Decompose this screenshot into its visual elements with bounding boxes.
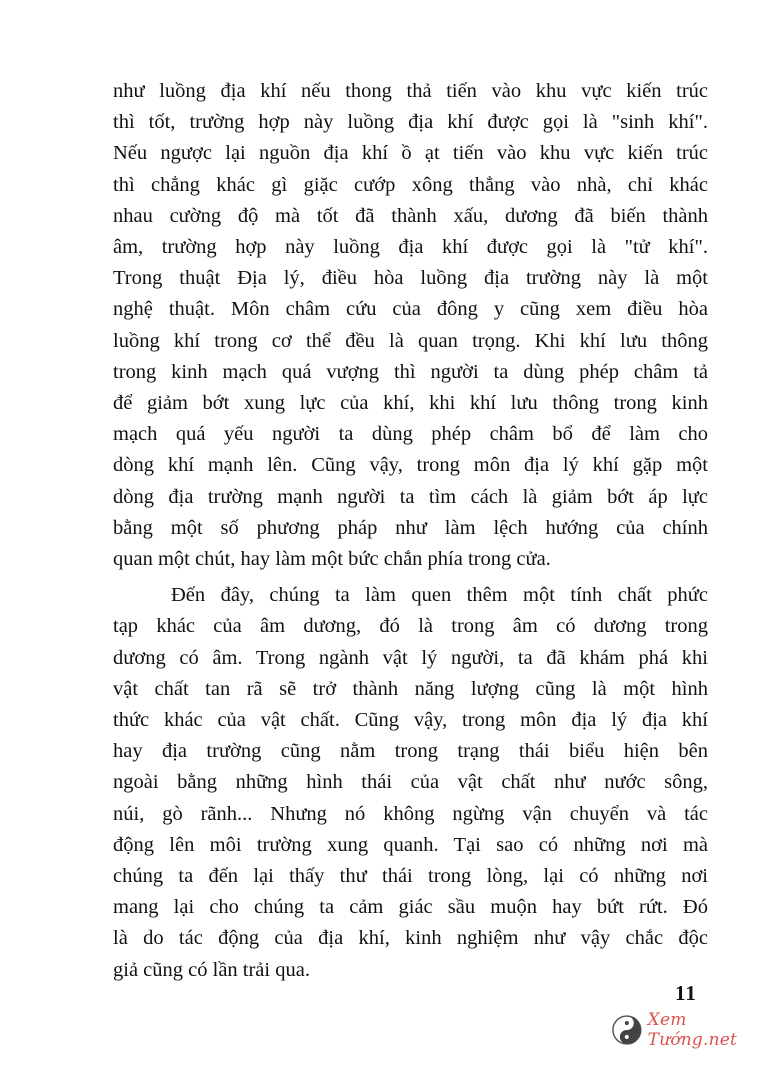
- text-line: để giảm bớt xung lực của khí, khi khí lưu thông trong kinh: [113, 392, 708, 415]
- text-line: Đến đây, chúng ta làm quen thêm một tính chất phức: [171, 584, 708, 607]
- page-number: 11: [675, 981, 697, 1005]
- text-line: nhau cường độ mà tốt đã thành xấu, dương đã biến thành: [113, 204, 708, 227]
- text-line: thì tốt, trường hợp này luồng địa khí được gọi là "sinh khí".: [113, 111, 708, 134]
- yin-yang-icon: [612, 1015, 642, 1045]
- page-body: [113, 76, 708, 986]
- text-line: luồng khí trong cơ thể đều là quan trọng. Khi khí lưu thông: [113, 329, 708, 352]
- paragraph-1: [113, 76, 708, 575]
- text-line: mang lại cho chúng ta cảm giác sầu muộn hay bứt rứt. Đó: [113, 896, 708, 919]
- text-line: ngoài bằng những hình thái của vật chất như nước sông,: [113, 771, 708, 794]
- text-line: Trong thuật Địa lý, điều hòa luồng địa trường này là một: [113, 267, 708, 290]
- text-line: dương có âm. Trong ngành vật lý người, ta đã khám phá khi: [113, 646, 708, 669]
- text-line: nghệ thuật. Môn châm cứu của đông y cũng xem điều hòa: [113, 298, 708, 321]
- text-line: hay địa trường cũng nằm trong trạng thái biểu hiện bên: [113, 740, 708, 763]
- text-line: núi, gò rãnh... Nhưng nó không ngừng vận chuyển và tác: [113, 802, 708, 825]
- paragraph-2: [113, 580, 708, 986]
- text-line: bằng một số phương pháp như làm lệch hướng của chính: [113, 516, 708, 539]
- text-line: âm, trường hợp này luồng địa khí được gọi là "tử khí".: [113, 236, 708, 259]
- text-line: mạch quá yếu người ta dùng phép châm bổ để làm cho: [113, 423, 708, 446]
- watermark-text: Xem Tướng.net: [647, 1010, 738, 1050]
- text-line: là do tác động của địa khí, kinh nghiệm như vậy chắc độc: [113, 927, 708, 950]
- text-line: giả cũng có lần trải qua.: [113, 958, 310, 981]
- text-line: tạp khác của âm dương, đó là trong âm có dương trong: [113, 615, 708, 638]
- text-line: chúng ta đến lại thấy thư thái trong lòng, lại có những nơi: [113, 865, 708, 888]
- text-line: trong kinh mạch quá vượng thì người ta dùng phép châm tả: [113, 360, 708, 383]
- text-line: thì chẳng khác gì giặc cướp xông thẳng vào nhà, chỉ khác: [113, 173, 708, 196]
- text-line: động lên môi trường xung quanh. Tại sao có những nơi mà: [113, 833, 708, 856]
- text-line: dòng địa trường mạnh người ta tìm cách là giảm bớt áp lực: [113, 485, 708, 508]
- text-line: quan một chút, hay làm một bức chắn phía trong cửa.: [113, 548, 551, 571]
- watermark[interactable]: [612, 1010, 780, 1050]
- text-line: thức khác của vật chất. Cũng vậy, trong môn địa lý địa khí: [113, 709, 708, 732]
- text-line: vật chất tan rã sẽ trở thành năng lượng cũng là một hình: [113, 677, 708, 700]
- text-line: dòng khí mạnh lên. Cũng vậy, trong môn địa lý khí gặp một: [113, 454, 708, 477]
- text-line: Nếu ngược lại nguồn địa khí ồ ạt tiến vào khu vực kiến trúc: [113, 142, 708, 165]
- text-line: như luồng địa khí nếu thong thả tiến vào khu vực kiến trúc: [113, 80, 708, 102]
